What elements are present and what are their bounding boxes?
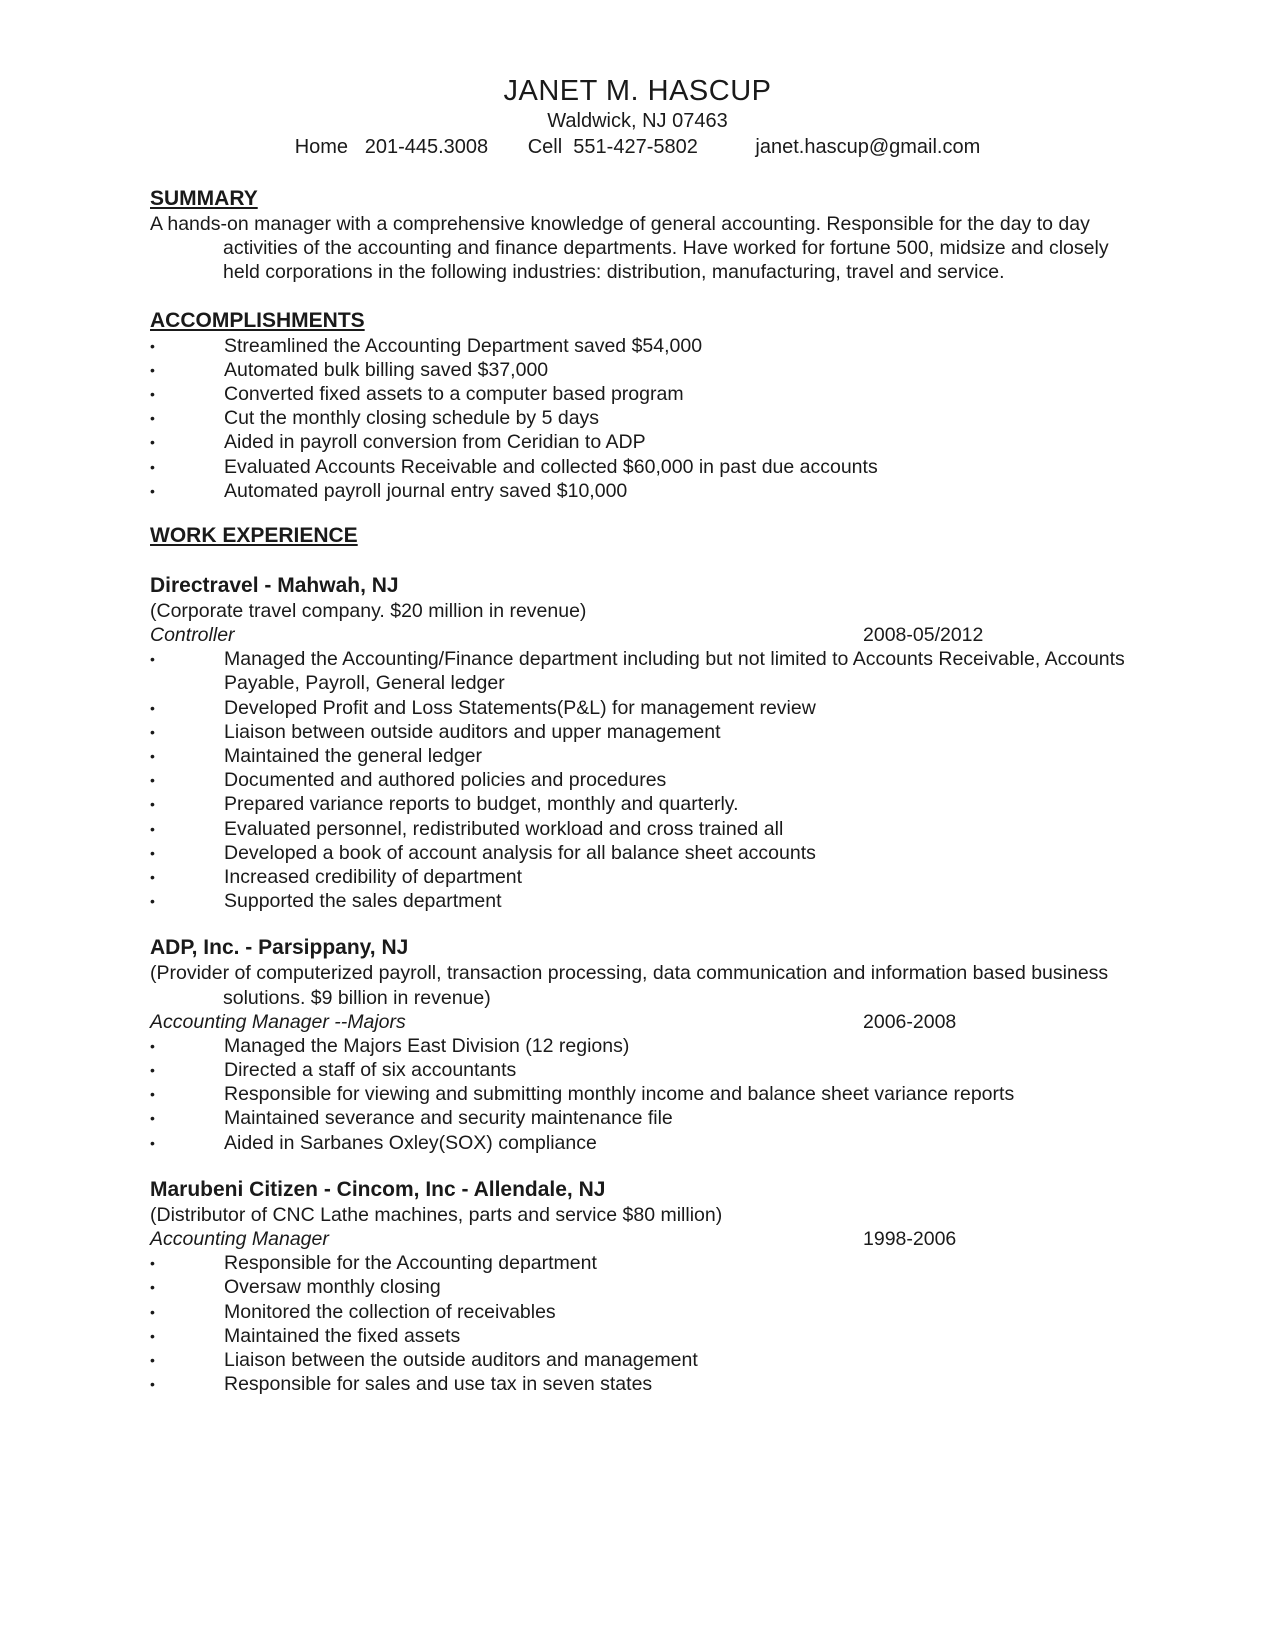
cell-phone: Cell 551-427-5802 [527, 136, 698, 158]
resume-body [150, 186, 1130, 1396]
list-item: • Evaluated Accounts Receivable and collected $60,000 in past due accounts [150, 455, 878, 478]
list-item: • Converted fixed assets to a computer based program [150, 383, 684, 406]
list-item: • Managed the Accounting/Finance department including but not limited to Accounts Receivable, Accounts Payable, Payroll, General ledger [150, 648, 1125, 695]
list-item: • Oversaw monthly closing [150, 1276, 441, 1299]
duties-list [150, 1034, 1130, 1155]
list-item: • Prepared variance reports to budget, monthly and quarterly. [150, 793, 739, 816]
list-item: • Aided in payroll conversion from Ceridian to ADP [150, 431, 646, 454]
role-row [150, 623, 1130, 647]
company-name: Directravel - Mahwah, NJ [150, 574, 399, 598]
list-item: • Maintained severance and security maintenance file [150, 1107, 673, 1130]
list-item: • Aided in Sarbanes Oxley(SOX) compliance [150, 1131, 597, 1154]
list-item: • Streamlined the Accounting Department saved $54,000 [150, 334, 703, 357]
list-item: • Cut the monthly closing schedule by 5 days [150, 407, 600, 430]
job-dates: 2006-2008 [863, 1010, 957, 1033]
list-item: • Evaluated personnel, redistributed workload and cross trained all [150, 817, 784, 840]
list-item: • Directed a staff of six accountants [150, 1059, 517, 1082]
list-item: • Responsible for sales and use tax in seven states [150, 1373, 653, 1396]
candidate-name: JANET M. HASCUP [503, 75, 772, 107]
job-title: Controller [150, 624, 235, 647]
job-entry [150, 1177, 1130, 1396]
list-item: • Maintained the fixed assets [150, 1324, 461, 1347]
list-item: • Developed a book of account analysis for all balance sheet accounts [150, 841, 816, 864]
accomplishments-heading: ACCOMPLISHMENTS [150, 308, 365, 332]
list-item: • Developed Profit and Loss Statements(P&L) for management review [150, 696, 816, 719]
list-item: • Supported the sales department [150, 890, 502, 913]
list-item: • Documented and authored policies and procedures [150, 769, 667, 792]
list-item: • Responsible for the Accounting department [150, 1252, 597, 1275]
company-description: (Provider of computerized payroll, transaction processing, data communication and information based business solutions. $9 billion in revenue) [150, 962, 1109, 1009]
job-title: Accounting Manager --Majors [150, 1010, 406, 1033]
duties-list [150, 1251, 1130, 1396]
list-item: • Automated payroll journal entry saved $10,000 [150, 479, 628, 502]
summary-text: A hands-on manager with a comprehensive knowledge of general accounting. Responsible for the day to day activities of the accounting and finance departments. Have worked for fortune 500, midsize and closely held corporations in the following industries: distribution, manufacturing, travel and service. [150, 213, 1109, 284]
list-item: • Liaison between outside auditors and upper management [150, 720, 721, 743]
company-name: ADP, Inc. - Parsippany, NJ [150, 936, 409, 960]
duties-list [150, 647, 1130, 913]
job-dates: 2008-05/2012 [863, 624, 984, 647]
job-title: Accounting Manager [150, 1228, 329, 1251]
candidate-address: Waldwick, NJ 07463 [547, 110, 728, 132]
role-row [150, 1227, 1130, 1251]
list-item: • Responsible for viewing and submitting monthly income and balance sheet variance reports [150, 1083, 1015, 1106]
email-address: janet.hascup@gmail.com [755, 136, 981, 158]
list-item: • Liaison between the outside auditors and management [150, 1348, 698, 1371]
list-item: • Monitored the collection of receivables [150, 1300, 556, 1323]
list-item: • Automated bulk billing saved $37,000 [150, 358, 549, 381]
company-name: Marubeni Citizen - Cincom, Inc - Allendale, NJ [150, 1177, 606, 1201]
job-entry [150, 935, 1130, 1154]
list-item: • Increased credibility of department [150, 866, 523, 889]
summary-heading: SUMMARY [150, 187, 258, 210]
home-phone: Home 201-445.3008 [294, 136, 489, 158]
work-experience-heading: WORK EXPERIENCE [150, 524, 358, 548]
role-row [150, 1010, 1130, 1034]
job-entry [150, 573, 1130, 913]
list-item: • Managed the Majors East Division (12 regions) [150, 1034, 630, 1057]
company-description: (Distributor of CNC Lathe machines, parts and service $80 million) [150, 1203, 723, 1226]
accomplishments-list [150, 334, 1130, 503]
list-item: • Maintained the general ledger [150, 745, 483, 768]
resume-header [0, 74, 1275, 160]
job-dates: 1998-2006 [863, 1228, 957, 1251]
company-description: (Corporate travel company. $20 million in revenue) [150, 600, 587, 623]
contact-line [0, 134, 1275, 160]
